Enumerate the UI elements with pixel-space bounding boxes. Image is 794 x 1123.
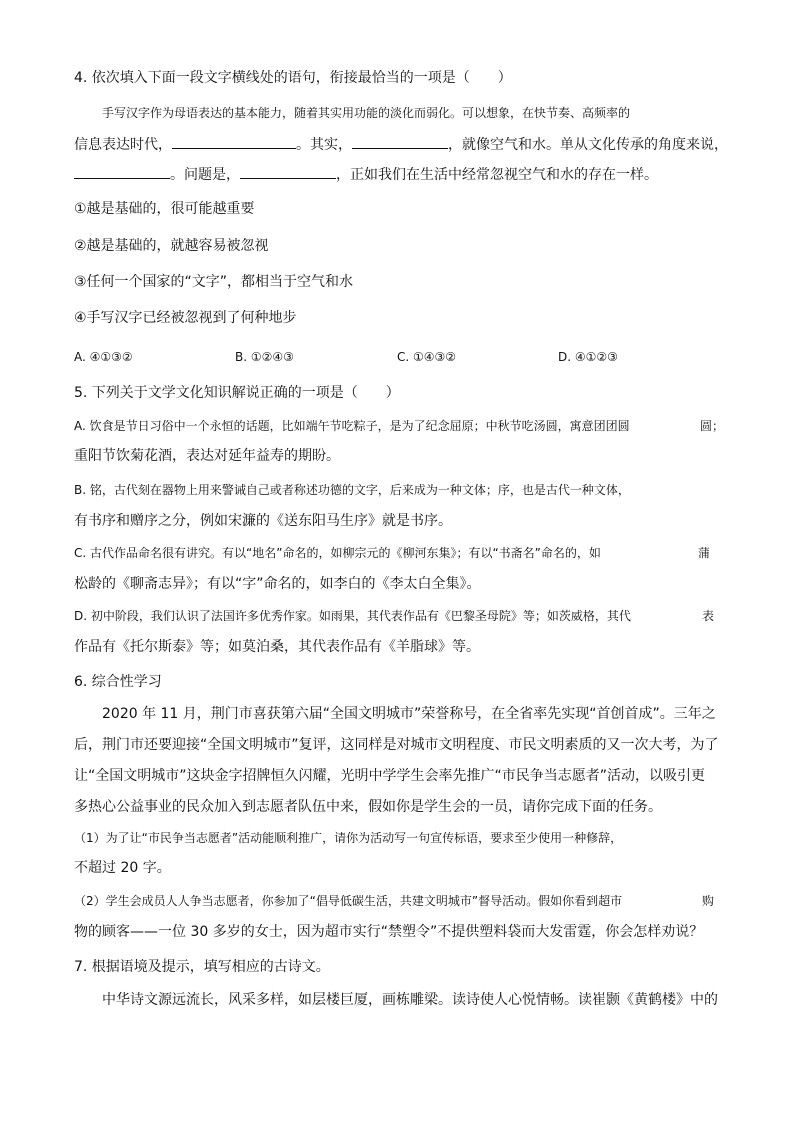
q5-option-a-line-1[interactable]: A. 饮食是节日习俗中一个永恒的话题，比如端午节吃粽子，是为了纪念屈原；中秋节吃汤圆，寓意团团圆 [74, 419, 630, 433]
q4-item-2: ②越是基础的，就越容易被忽视 [74, 238, 269, 254]
q5-option-c-line-2: 松龄的《聊斋志异》；有以“字”命名的，如李白的《李太白全集》。 [74, 576, 481, 592]
q5-option-d-line-1-end: 表 [702, 609, 715, 623]
q4-paragraph-line-2 [74, 134, 728, 154]
q4-option-c[interactable]: C. ①④③② [397, 350, 457, 364]
q5-option-c-line-1-end: 蒲 [698, 546, 711, 560]
q4-text-segment: ，正如我们在生活中经常忽视空气和水的存在一样。 [336, 167, 658, 183]
q4-stem: 4. 依次填入下面一段文字横线处的语句，衔接最恰当的一项是（ ） [74, 70, 512, 86]
q5-option-a-line-2: 重阳节饮菊花酒，表达对延年益寿的期盼。 [74, 448, 340, 464]
q4-paragraph-line-3 [74, 164, 658, 184]
q4-text-segment: 信息表达时代， [74, 137, 172, 153]
q6-subquestion-1-line-1: （1）为了让“市民争当志愿者”活动能顺利推广，请你为活动写一句宣传标语，要求至少使用一种修辞， [74, 831, 623, 845]
q5-option-b-line-2: 有书序和赠序之分，例如宋濂的《送东阳马生序》就是书序。 [74, 513, 452, 529]
q6-paragraph-line-3: 让“全国文明城市”这块金字招牌恒久闪耀，光明中学学生会率先推广“市民争当志愿者”活动，以吸引更 [74, 768, 706, 784]
q6-subquestion-2-line-1: （2）学生会成员人人争当志愿者，你参加了“倡导低碳生活，共建文明城市”督导活动。假如你看到超市 [74, 894, 623, 908]
q4-text-segment: 。问题是， [170, 167, 240, 183]
q6-paragraph-line-2: 后，荆门市还要迎接“全国文明城市”复评，这同样是对城市文明程度、市民文明素质的又一次大考，为了 [74, 737, 719, 753]
answer-blank-4 [240, 164, 336, 179]
q6-paragraph-line-1: 2020 年 11 月，荆门市喜获第六届“全国文明城市”荣誉称号，在全省率先实现“首创首成”。三年之 [102, 706, 716, 722]
q7-stem: 7. 根据语境及提示，填写相应的古诗文。 [74, 959, 330, 975]
q4-option-a[interactable]: A. ④①③② [74, 350, 133, 364]
q6-stem: 6. 综合性学习 [74, 674, 162, 690]
answer-blank-3 [74, 164, 170, 179]
q5-option-a-line-1-end: 圆； [700, 419, 725, 433]
q6-subquestion-2-line-2: 物的顾客——一位 30 多岁的女士，因为超市实行“禁塑令”不提供塑料袋而大发雷霆，你会怎样劝说？ [74, 924, 704, 940]
q5-option-b-line-1[interactable]: B. 铭，古代刻在器物上用来警诫自己或者称述功德的文字，后来成为一种文体；序，也是古代一种文体， [74, 483, 630, 497]
q4-text-segment: ，就像空气和水。单从文化传承的角度来说， [448, 137, 728, 153]
q6-paragraph-line-4: 多热心公益事业的民众加入到志愿者队伍中来，假如你是学生会的一员，请你完成下面的任务。 [74, 799, 662, 815]
q4-option-d[interactable]: D. ④①②③ [558, 350, 618, 364]
q6-subquestion-1-line-2: 不超过 20 字。 [74, 860, 171, 876]
q4-paragraph-line-1: 手写汉字作为母语表达的基本能力，随着其实用功能的淡化而弱化。可以想象，在快节奏、高频率的 [102, 106, 631, 120]
q4-item-4: ④手写汉字已经被忽视到了何种地步 [74, 310, 297, 326]
q4-item-3: ③任何一个国家的“文字”，都相当于空气和水 [74, 274, 354, 290]
q5-option-d-line-2: 作品有《托尔斯泰》等；如莫泊桑，其代表作品有《羊脂球》等。 [74, 639, 480, 655]
q5-stem: 5. 下列关于文学文化知识解说正确的一项是（ ） [74, 385, 400, 401]
answer-blank-2 [352, 134, 448, 149]
q4-item-1: ①越是基础的，很可能越重要 [74, 201, 255, 217]
q5-option-d-line-1[interactable]: D. 初中阶段，我们认识了法国许多优秀作家。如雨果，其代表作品有《巴黎圣母院》等；如茨威格，其代 [74, 609, 631, 623]
q7-paragraph-line-1: 中华诗文源远流长，风采多样，如层楼巨厦，画栋雕梁。读诗使人心悦情畅。读崔颢《黄鹤楼》中的 [102, 992, 718, 1008]
q4-option-b[interactable]: B. ①②④③ [235, 350, 294, 364]
q6-subquestion-2-line-1-end: 购 [702, 894, 715, 908]
q4-text-segment: 。其实， [296, 137, 352, 153]
answer-blank-1 [172, 134, 296, 149]
q5-option-c-line-1[interactable]: C. 古代作品命名很有讲究。有以“地名”命名的，如柳宗元的《柳河东集》；有以“书斋名”命名的，如 [74, 546, 601, 560]
